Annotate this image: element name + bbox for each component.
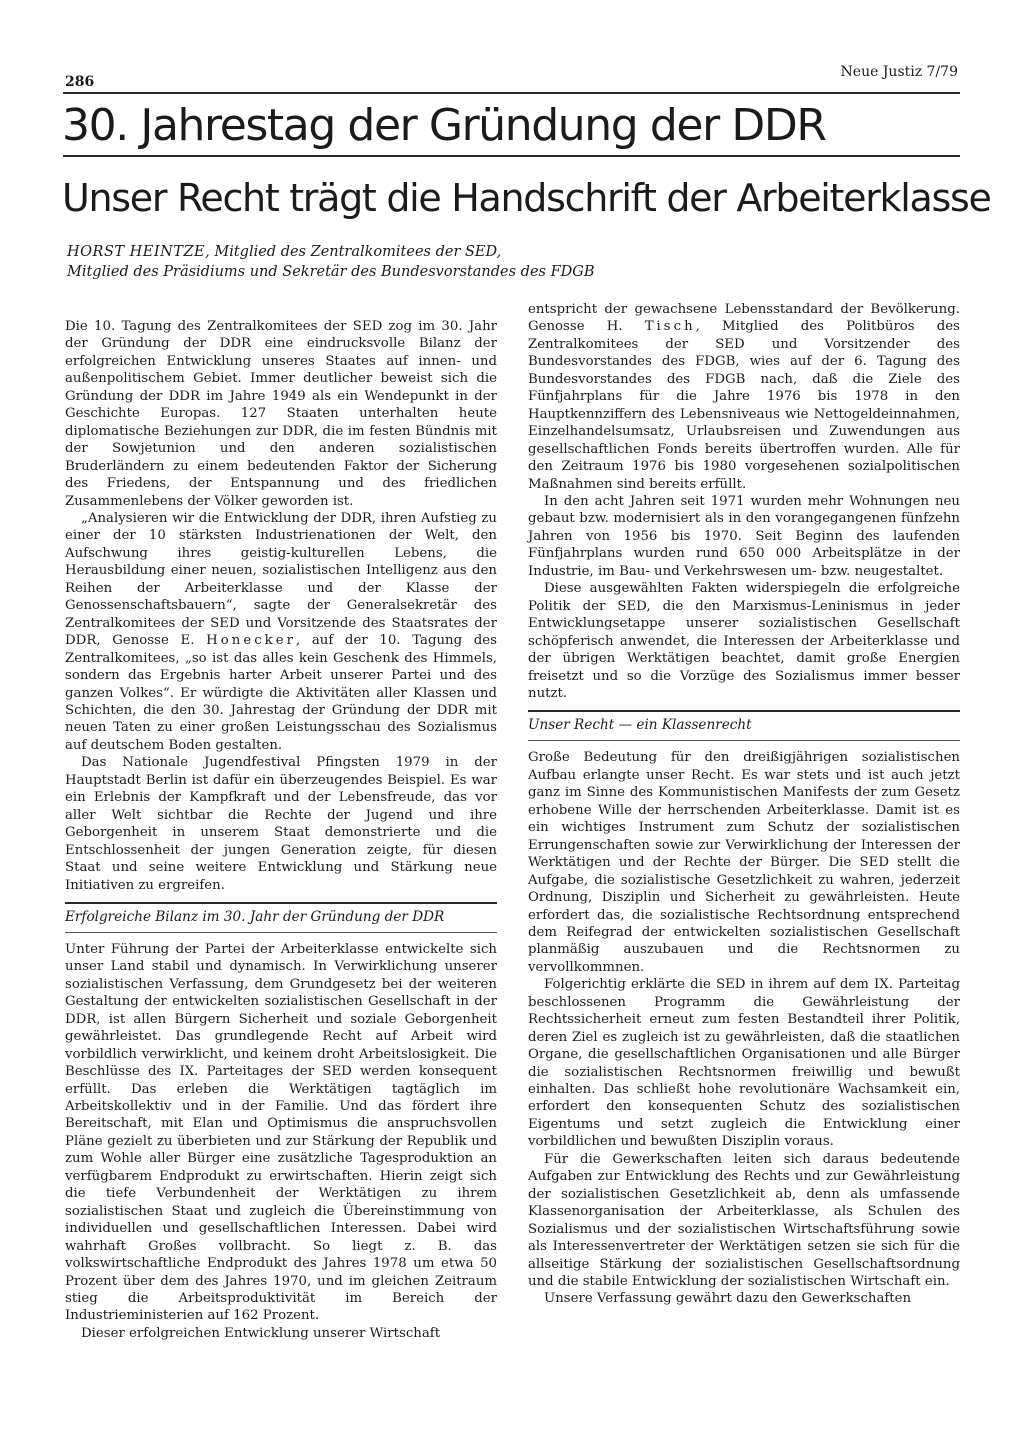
paragraph — [528, 301, 960, 493]
paragraph-text: , auf der 10. Tagung des Zentralkomitees, „so ist das alles kein Geschenk des Himmels, sondern das Ergebnis harter Arbeit unserer Partei und des ganzen Volkes“. Er würdigte die Aktivitäten aller Klassen und Schichten, die den 30. Jahrestag der Gründung der DDR mit neuen Taten zu einer großen Leistungsschau des Sozialismus auf deutschem Boden gestalten. — [65, 633, 498, 753]
section-subheading: Unser Recht — ein Klassenrecht — [528, 710, 960, 741]
paragraph: Dieser erfolgreichen Entwicklung unserer Wirtschaft — [81, 1325, 441, 1341]
paragraph: Folgerichtig erklärte die SED in ihrem auf dem IX. Parteitag beschlossenen Programm die Gewährleistung der Rechtssicherheit erneut zum festen Bestandteil ihrer Politik, deren Ziel es zugleich ist zu gewährleisten, daß die staatlichen Organe, die gesellschaftlichen Organisationen und alle Bürger die sozialistischen Rechtsnormen freiwillig und bewußt einhalten. Das schließt hohe revolutionäre Wachsamkeit ein, erfordert den konsequenten Schutz des sozialistischen Eigentums und setzt zugleich die Entwicklung einer vorbildlichen und bewußten Disziplin voraus. — [528, 977, 960, 1150]
byline-line-1 — [67, 242, 947, 262]
paragraph-text: entspricht der gewachsene Lebensstandard der Bevölkerung. Genosse H. — [528, 302, 960, 335]
section-subheading: Erfolgreiche Bilanz im 30. Jahr der Gründung der DDR — [65, 902, 497, 933]
person-name: Honecker — [206, 633, 296, 649]
paragraph: Das Nationale Jugendfestival Pfingsten 1979 in der Hauptstadt Berlin ist dafür ein überzeugendes Beispiel. Es war ein Erlebnis der Kampfkraft und der Lebensfreude, das vor aller Welt sichtbar die Rechte der Jugend und ihre Geborgenheit in unserem Staat demonstrierte und die Entschlossenheit der jungen Generation zeigte, für diesen Staat und seine weitere Entwicklung und Stärkung neue Initiativen zu ergreifen. — [65, 755, 497, 893]
journal-issue: Neue Justiz 7/79 — [840, 64, 958, 80]
section-kicker: 30. Jahrestag der Gründung der DDR — [62, 100, 826, 151]
paragraph: Große Bedeutung für den dreißigjährigen sozialistischen Aufbau erlangte unser Recht. Es war stets und ist auch jetzt ganz im Sinne des Kommunistischen Manifests der zum Gesetz erhobene Wille der herrschenden Arbeiterklasse. Damit ist es ein wichtiges Instrument zum Schutz der sozialistischen Errungenschaften sowie zur Verwirklichung der Interessen der Werktätigen und der Rechte der Bürger. Die SED stellt die Aufgabe, die sozialistische Gesetzlichkeit zu wahren, jederzeit Ordnung, Disziplin und Sicherheit zu gewährleisten. Heute erfordert das, die sozialistische Rechtsordnung entsprechend dem Reifegrad der entwickelten sozialistischen Gesellschaft planmäßig auszubauen und die Rechtsnormen zu vervollkommnen. — [528, 750, 960, 975]
column-left — [65, 318, 497, 1342]
article-headline: Unser Recht trägt die Handschrift der Arbeiterklasse — [62, 176, 991, 220]
paragraph: Für die Gewerkschaften leiten sich daraus bedeutende Aufgaben zur Entwicklung des Rechts und zur Gewährleistung der sozialistischen Gesetzlichkeit ab, denn als umfassende Klassenorganisation der Arbeiterklasse, als Schulen des Sozialismus und der sozialistischen Wirtschaftsführung sowie als Interessenvertreter der Werktätigen setzen sie sich für die allseitige Stärkung der sozialistischen Gesellschaftsordnung und die stabile Entwicklung der sozialistischen Wirtschaft ein. — [528, 1151, 960, 1290]
paragraph: Diese ausgewählten Fakten widerspiegeln die erfolgreiche Politik der SED, die den Marxismus-Leninismus in jeder Entwicklungsetappe unserer sozialistischen Gesellschaft schöpferisch anwendet, die Interessen der Arbeiterklasse und der übrigen Werktätigen beachtet, damit große Energien freisetzt und so die Vorzüge des Sozialismus immer besser nutzt. — [528, 581, 960, 701]
page-number: 286 — [65, 74, 95, 90]
person-name: Tisch — [644, 319, 696, 335]
paragraph: In den acht Jahren seit 1971 wurden mehr Wohnungen neu gebaut bzw. modernisiert als in den vorangegangenen fünfzehn Jahren von 1956 bis 1970. Seit Beginn des laufenden Fünfjahrplans wurden rund 650 000 Arbeitsplätze in der Industrie, im Bau- und Verkehrswesen um- bzw. neugestaltet. — [528, 493, 960, 579]
paragraph — [65, 510, 497, 754]
byline — [67, 242, 947, 282]
paragraph-text: , Mitglied des Politbüros des Zentralkomitees der SED und Vorsitzender des Bundesvorstandes des FDGB, wies auf der 6. Tagung des Bundesvorstandes des FDGB nach, daß die Ziele des Fünfjahrplans für die Jahre 1976 bis 1978 in den Hauptkennziffern des Lebensniveaus wie Nettogeldeinnahmen, Einzelhandelsumsatz, Urlaubsreisen und Zuwendungen aus gesellschaftlichen Fonds bereits übertroffen wurden. Alle für den Zeitraum 1976 bis 1980 vorgesehenen sozialpolitischen Maßnahmen sind bereits erfüllt. — [528, 319, 960, 492]
paragraph-text: „Analysieren wir die Entwicklung der DDR, ihren Aufstieg zu einer der 10 stärksten Industrienationen der Welt, den Aufschwung ihres geistig-kulturellen Lebens, die Herausbildung einer neuen, sozialistischen Intelligenz aus den Reihen der Arbeiterklasse und der Klasse der Genossenschaftsbauern“, sagte der Generalsekretär des Zentralkomitees der SED und Vorsitzende des Staatsrates der DDR, Genosse E. — [65, 510, 497, 649]
paragraph: Unter Führung der Partei der Arbeiterklasse entwickelte sich unser Land stabil und dynamisch. In Verwirklichung unserer sozialistischen Verfassung, dem Grundgesetz bei der weiteren Gestaltung der entwickelten sozialistischen Gesellschaft in der DDR, ist allen Bürgern Sicherheit und soziale Geborgenheit gewährleistet. Das grundlegende Recht auf Arbeit wird vorbildlich verwirklicht, und keinem droht Arbeitslosigkeit. Die Beschlüsse des IX. Parteitages der SED werden konsequent erfüllt. Das erleben die Werktätigen tagtäglich im Arbeitskollektiv und in der Familie. Und das fördert ihre Bereitschaft, mit Elan und Optimismus die anspruchsvollen Pläne gezielt zu überbieten und zur Stärkung der Republik und zum Wohle aller Bürger eine zusätzliche Tagesproduktion an verfügbarem Endprodukt zu erwirtschaften. Hierin zeigt sich die tiefe Verbundenheit der Werktätigen zu ihrem sozialistischen Staat und zugleich die Übereinstimmung von individuellen und gesellschaftlichen Interessen. Dabei wird wahrhaft Großes vollbracht. So liegt z. B. das volkswirtschaftliche Endprodukt des Jahres 1978 um etwa 50 Prozent über dem des Jahres 1970, und im gleichen Zeitraum stieg die Arbeitsproduktivität im Bereich der Industrieministerien auf 162 Prozent. — [65, 941, 497, 1324]
title-rule — [63, 155, 960, 157]
byline-line-2: Mitglied des Präsidiums und Sekretär des Bundesvorstandes des FDGB — [67, 264, 595, 280]
header-rule — [63, 92, 960, 94]
byline-author: HORST HEINTZE — [67, 244, 206, 260]
paragraph: Die 10. Tagung des Zentralkomitees der SED zog im 30. Jahr der Gründung der DDR eine eindrucksvolle Bilanz der erfolgreichen Entwicklung unseres Staates auf innen- und außenpolitischem Gebiet. Immer deutlicher beweist sich die Gründung der DDR im Jahre 1949 als ein Wendepunkt in der Geschichte Europas. 127 Staaten unterhalten heute diplomatische Beziehungen zur DDR, die im festen Bündnis mit der Sowjetunion und den anderen sozialistischen Bruderländern zu einem bedeutenden Faktor der Sicherung des Friedens, der Entspannung und des friedlichen Zusammenlebens der Völker geworden ist. — [65, 319, 497, 509]
column-right — [528, 301, 960, 1308]
byline-role-1: , Mitglied des Zentralkomitees der SED, — [205, 244, 502, 260]
paragraph: Unsere Verfassung gewährt dazu den Gewerkschaften — [544, 1291, 912, 1307]
